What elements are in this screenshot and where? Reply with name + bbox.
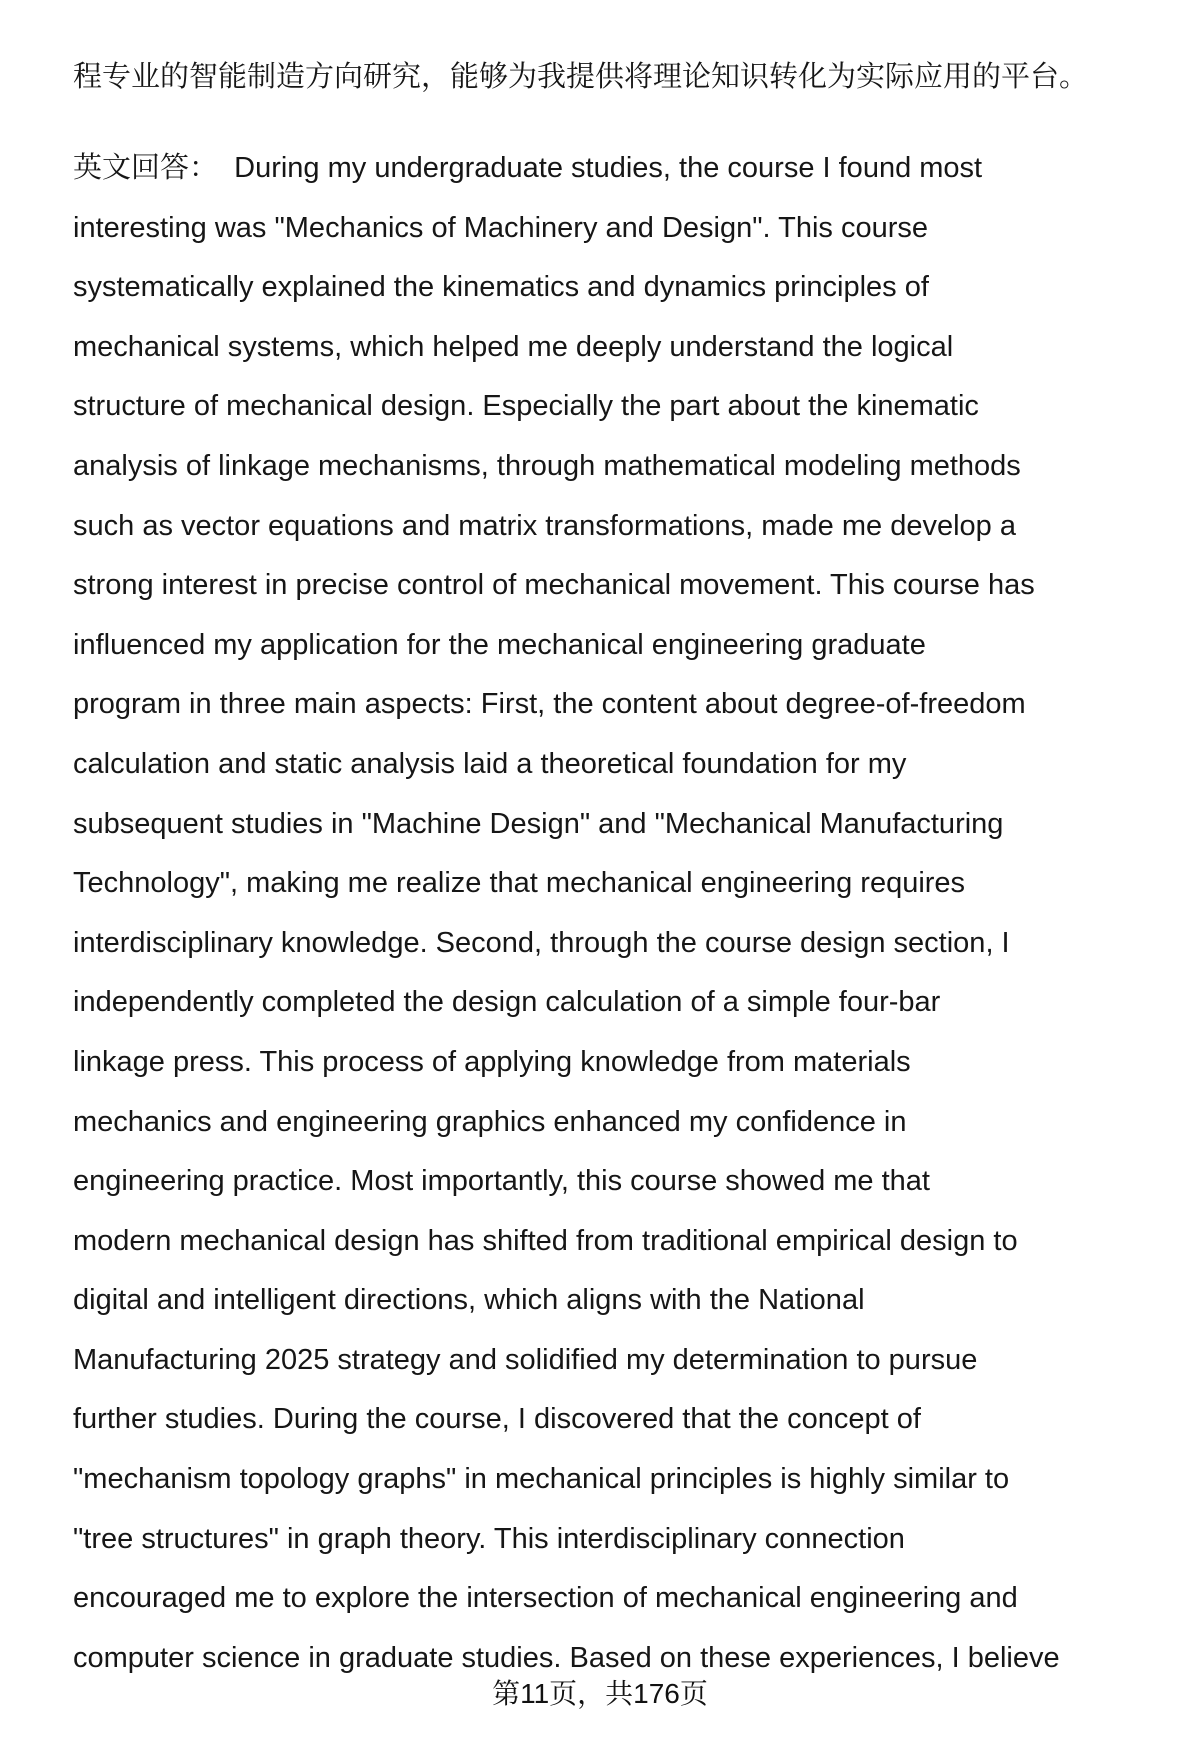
answer-line: subsequent studies in "Machine Design" and "Mechanical Manufacturing xyxy=(73,807,1004,840)
answer-line: calculation and static analysis laid a theoretical foundation for my xyxy=(73,747,907,780)
answer-line: mechanical systems, which helped me deeply understand the logical xyxy=(73,330,954,363)
answer-line: Manufacturing 2025 strategy and solidified my determination to pursue xyxy=(73,1343,978,1376)
answer-line: encouraged me to explore the intersection of mechanical engineering and xyxy=(73,1582,1018,1615)
answer-line: engineering practice. Most importantly, this course showed me that xyxy=(73,1165,930,1198)
answer-line: interdisciplinary knowledge. Second, through the course design section, I xyxy=(73,926,1010,959)
answer-line: systematically explained the kinematics and dynamics principles of xyxy=(73,271,929,304)
page-number-footer: 第11页，共176页 xyxy=(492,1678,708,1709)
answer-line: linkage press. This process of applying knowledge from materials xyxy=(73,1045,911,1078)
answer-line: modern mechanical design has shifted from traditional empirical design to xyxy=(73,1224,1018,1257)
answer-line: structure of mechanical design. Especially the part about the kinematic xyxy=(73,390,979,423)
answer-line: Technology", making me realize that mechanical engineering requires xyxy=(73,867,966,900)
answer-line: computer science in graduate studies. Based on these experiences, I believe xyxy=(73,1641,1060,1674)
answer-line: "tree structures" in graph theory. This interdisciplinary connection xyxy=(73,1522,905,1555)
answer-line: mechanics and engineering graphics enhanced my confidence in xyxy=(73,1105,907,1138)
answer-line: such as vector equations and matrix transformations, made me develop a xyxy=(73,509,1016,542)
answer-line: digital and intelligent directions, which aligns with the National xyxy=(73,1284,865,1317)
answer-line: interesting was "Mechanics of Machinery and Design". This course xyxy=(73,211,929,244)
continuation-line: 程专业的智能制造方向研究，能够为我提供将理论知识转化为实际应用的平台。 xyxy=(73,61,1089,93)
answer-label: 英文回答： xyxy=(73,152,219,184)
english-answer-paragraph xyxy=(73,139,1060,1688)
answer-line-text: During my undergraduate studies, the course I found most xyxy=(218,152,983,184)
answer-line: "mechanism topology graphs" in mechanical principles is highly similar to xyxy=(73,1463,1010,1496)
answer-line: program in three main aspects: First, the content about degree-of-freedom xyxy=(73,688,1026,721)
answer-line: independently completed the design calculation of a simple four-bar xyxy=(73,986,941,1019)
answer-line xyxy=(73,139,982,199)
answer-line: further studies. During the course, I discovered that the concept of xyxy=(73,1403,921,1436)
answer-line: analysis of linkage mechanisms, through mathematical modeling methods xyxy=(73,449,1021,482)
answer-line: strong interest in precise control of mechanical movement. This course has xyxy=(73,569,1035,602)
answer-line: influenced my application for the mechanical engineering graduate xyxy=(73,628,926,661)
